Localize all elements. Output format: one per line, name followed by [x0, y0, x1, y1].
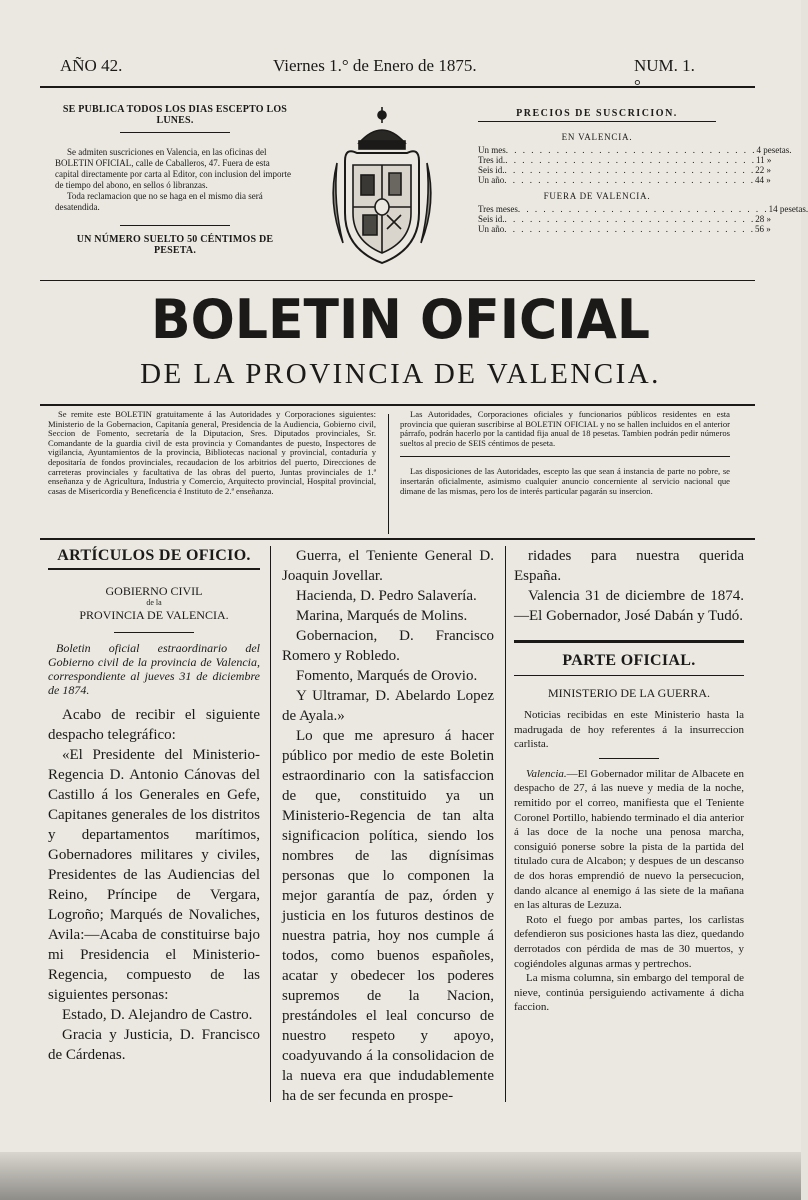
office-title: GOBIERNO CIVIL [105, 584, 203, 598]
insertion-text: Las disposiciones de las Autoridades, escepto las que sean á instancia de parte no pobre, se insertarán oficialmente, asimismo cualquier anuncio concerniente al servicio nacional que dimane de las mismas, pero los de interés particular pagarán su insercion. [400, 466, 730, 496]
bulletin-description: Boletin oficial estraordinario del Gobierno civil de la provincia de Valencia, correspondiente al jueves 31 de diciembre de 1874. [48, 641, 260, 697]
royal-crest-icon [323, 103, 441, 269]
column-divider [270, 546, 271, 1102]
leader-dots: . . . . . . . . . . . . . . . . . . . . . . . . . . . . . . [504, 224, 755, 234]
section-rule [514, 640, 744, 643]
price-row [478, 165, 772, 175]
price-period: Un mes [478, 145, 506, 155]
subscription-prices [478, 108, 808, 234]
in-city-label: EN VALENCIA. [561, 132, 633, 142]
leader-dots: . . . . . . . . . . . . . . . . . . . . . . . . . . . . . . [504, 214, 756, 224]
price-row [478, 145, 792, 155]
newspaper-subtitle: DE LA PROVINCIA DE VALENCIA. [140, 358, 661, 390]
price-period: Tres meses [478, 204, 518, 214]
issue-number: NUM. 1. [634, 56, 695, 75]
page-edge [0, 1152, 801, 1200]
minister-justice: Gracia y Justicia, D. Francisco de Cárdenas. [48, 1027, 260, 1063]
prices-heading: PRECIOS DE SUSCRICION. [516, 108, 678, 119]
header-rule [40, 280, 755, 281]
price-period: Un año [478, 224, 505, 234]
year-label: AÑO 42. [60, 56, 123, 75]
notice-divider [388, 414, 389, 534]
distribution-text: Se remite este BOLETIN gratuitamente á las Autoridades y Corporaciones siguientes: Ministerio de la Gobernacion, Capitanía general, Presidencia de la Audiencia, Gobierno civil, Seccion de Fomento, secretaría de la Diputacion, Sres. Diputados provinciales, Sr. Comandante de la guardia civil de esta provincia y Comandantes de puesto, Inspectores de vigilancia, Ayuntamientos de la provincia, Bibliotecas nacional y provincial, contaduría y depositaría de fondos provinciales, recaudacion de los arbitrios del puerto, Direcciones de carreteras provinciales y facultativa de las obras del puerto, Juntas provinciales de 1.ª enseñanza y de Agricultura, Industria y Comercio, Arquitecto provincial, Hospital provincial, casas de Misericordia y Beneficencia é Instituto de 2.ª enseñanza. [48, 409, 376, 496]
price-period: Seis id. [478, 214, 505, 224]
title-rule [40, 404, 755, 406]
statement-end: ridades para nuestra querida España. [514, 548, 744, 584]
column-1 [48, 546, 260, 1065]
issue-date: Viernes 1.° de Enero de 1875. [273, 56, 477, 75]
price-row [478, 175, 771, 185]
news-intro: Noticias recibidas en este Ministerio hasta la madrugada de hoy referentes á la insurreccion carlista. [514, 709, 744, 751]
minister-navy: Marina, Marqués de Molins. [296, 608, 468, 624]
section-heading: PARTE OFICIAL. [562, 652, 696, 669]
distribution-notice [48, 410, 376, 504]
price-row [478, 224, 771, 234]
minister-war: Guerra, el Teniente General D. Joaquin Jovellar. [282, 548, 494, 584]
minister-overseas: Y Ultramar, D. Abelardo Lopez de Ayala.» [282, 688, 494, 724]
leader-dots: . . . . . . . . . . . . . . . . . . . . . . . . . . . . . . [517, 204, 769, 214]
office-province: PROVINCIA DE VALENCIA. [79, 608, 229, 622]
claims-paragraph: Toda reclamacion que no se haga en el mismo dia será desatendida. [55, 191, 263, 212]
governor-statement: Lo que me apresuro á hacer público por medio de este Boletin estraordinario con la satisfaccion de que, constituido ya un Ministerio-Regencia de tan alta significacion política, siendo los nombres de las dignísimas personas que lo componen la mejor garantía de paz, órden y justicia en los futuros destinos de nuestra patria, hoy nos cumple á todos, como buenos españoles, acatar y obedecer los poderes supremos de la Nacion, prestándoles el leal concurso de nuestro respeto y apoyo, coadyuvando á la consolidacion de la nueva era que indudablemente ha de ser fecunda en prospe- [282, 728, 494, 1104]
minister-finance: Hacienda, D. Pedro Salavería. [296, 588, 477, 604]
divider [120, 225, 230, 226]
column-3 [514, 546, 744, 1015]
price-row [478, 214, 772, 224]
price-row [478, 155, 772, 165]
section-rule [514, 675, 744, 676]
leader-dots: . . . . . . . . . . . . . . . . . . . . . . . . . . . . . . [504, 165, 756, 175]
price-period: Seis id. [478, 165, 505, 175]
subscription-notice [400, 410, 730, 504]
column-divider [505, 546, 506, 1102]
price-amount: 28 » [755, 214, 772, 224]
newspaper-title: BOLETIN OFICIAL [151, 288, 650, 352]
leader-dots: . . . . . . . . . . . . . . . . . . . . . . . . . . . . . . [504, 175, 755, 185]
price-amount: 22 » [755, 165, 772, 175]
telegram-intro: Acabo de recibir el siguiente despacho telegráfico: [48, 707, 260, 743]
divider [400, 456, 730, 457]
price-period: Un año [478, 175, 505, 185]
masthead-rule [40, 86, 755, 88]
signature: Valencia 31 de diciembre de 1874.—El Gobernador, José Dabán y Tudó. [514, 588, 744, 624]
price-amount: 11 » [755, 155, 772, 165]
minister-development: Fomento, Marqués de Orovio. [296, 668, 478, 684]
section-rule [48, 568, 260, 570]
price-period: Tres id. [478, 155, 506, 165]
subscription-info [55, 104, 295, 256]
prices-rule [478, 121, 716, 122]
news-item [514, 767, 744, 913]
price-amount: 14 pesetas. [768, 204, 808, 214]
minister-state: Estado, D. Alejandro de Castro. [62, 1007, 253, 1023]
price-amount: 56 » [755, 224, 771, 234]
price-row [478, 204, 808, 214]
single-issue-price: UN NÚMERO SUELTO 50 CÉNTIMOS DE PESETA. [76, 234, 274, 256]
subscription-text: Las Autoridades, Corporaciones oficiales y funcionarios públicos residentes en esta provincia que quieran suscribirse al BOLETIN OFICIAL y no se hallen incluidos en el anterior párrafo, podrán hacerlo por la cantidad fija anual de 18 pesetas. Tambien podrán pedir números sueltos al precio de SEIS céntimos de peseta. [400, 409, 730, 448]
divider [120, 132, 230, 133]
news-text: —El Gobernador militar de Albacete en despacho de 27, á las nueve y media de la noche, remitido por el correo, manifiesta que el Teniente Coronel Portillo, habiendo terminado el dia anterior á las doce de la noche una penosa marcha, consiguió ponerse sobre la pista de la partida del titulado cura de Alcabon; y despues de un descanso de dos horas emprendió de nuevo la persecucion, dando alcance al enemigo á las siete de la mañana en las alturas de Lezuza. [514, 767, 744, 912]
news-item: Roto el fuego por ambas partes, los carlistas defendieron sus posiciones hasta las diez, quedando derrotados con pérdida de mas de 30 muertos, y cogiéndoles algunas armas y pertrechos. [514, 913, 744, 970]
publication-schedule: SE PUBLICA TODOS LOS DIAS ESCEPTO LOS LUNES. [62, 104, 288, 126]
price-amount: 4 pesetas. [756, 145, 792, 155]
price-amount: 44 » [755, 175, 771, 185]
subscription-paragraph: Se admiten suscriciones en Valencia, en las oficinas del BOLETIN OFICIAL, calle de Caballeros, 47. Fuera de esta capital directamente por carta al Editor, con inclusion del importe de tiempo del abono, en sellos ó libranzas. [55, 147, 292, 190]
telegram-body: «El Presidente del Ministerio-Regencia D. Antonio Cánovas del Castillo á los Generales en Gefe, Capitanes generales de los distritos y departamentos marítimos, Gobernadores militares y civiles, Presidentes de las Audiencias del Reino, Príncipe de Vergara, Logroño; Marqués de Novaliches, Avila:—Acaba de constituirse bajo mi Presidencia el Ministerio-Regencia, compuesto de las siguientes personas: [48, 747, 260, 1003]
news-item: La misma columna, sin embargo del temporal de nieve, continúa persiguiendo activamente á dicha faccion. [514, 972, 744, 1014]
masthead [60, 56, 701, 84]
office-connector: de la [146, 598, 162, 607]
minister-interior: Gobernacion, D. Francisco Romero y Robledo. [282, 628, 494, 664]
column-2 [282, 546, 494, 1106]
ministry-heading: MINISTERIO DE LA GUERRA. [548, 686, 710, 700]
divider [599, 758, 659, 759]
leader-dots: . . . . . . . . . . . . . . . . . . . . . . . . . . . . . . [505, 155, 756, 165]
leader-dots: . . . . . . . . . . . . . . . . . . . . . . . . . . . . . . [505, 145, 757, 155]
section-heading: ARTÍCULOS DE OFICIO. [57, 547, 251, 564]
notice-rule [40, 538, 755, 540]
outside-price-list [478, 204, 808, 234]
divider [114, 632, 194, 633]
in-city-price-list [478, 145, 792, 185]
outside-label: FUERA DE VALENCIA. [543, 191, 651, 201]
news-place: Valencia. [526, 767, 567, 780]
